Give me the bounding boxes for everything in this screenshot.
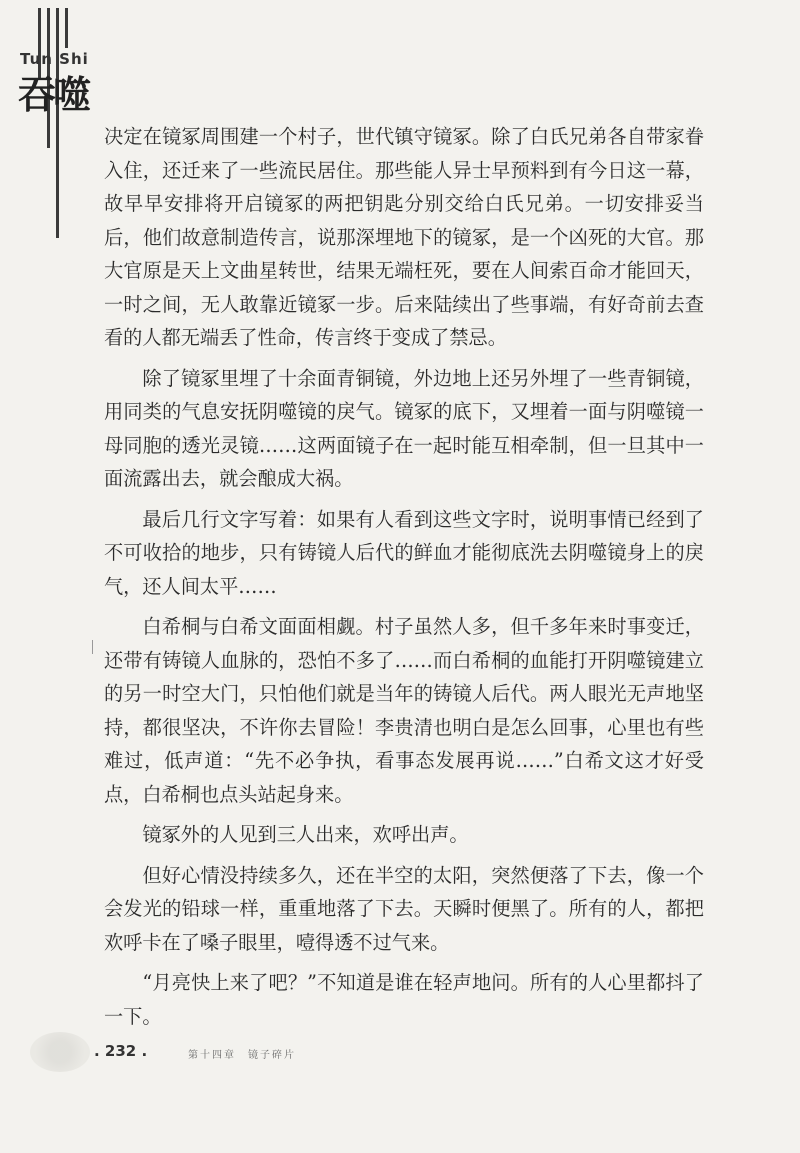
page-number: . 232 . (94, 1042, 148, 1060)
paragraph: 最后几行文字写着：如果有人看到这些文字时，说明事情已经到了不可收拾的地步，只有铸镜人后代的鲜血才能彻底洗去阴噬镜身上的戾气，还人间太平…… (104, 507, 704, 598)
logo-latin-text: Tun Shi (20, 50, 89, 68)
chapter-label: 第十四章 镜子碎片 (188, 1050, 296, 1061)
logo-bars-decoration (38, 8, 88, 248)
paragraph: 白希桐与白希文面面相觑。村子虽然人多，但千多年来时事变迁，还带有铸镜人血脉的，恐怕不多了……而白希桐的血能打开阴噬镜建立的另一时空大门，只怕他们就是当年的铸镜人后代。两人眼光无声地坚持，都很坚决，不许你去冒险！李贵清也明白是怎么回事，心里也有些难过，低声道：“先不必争执，看事态发展再说……”白希文这才好受点，白希桐也点头站起身来。 (104, 615, 704, 806)
paragraph: 除了镜冢里埋了十余面青铜镜，外边地上还另外埋了一些青铜镜，用同类的气息安抚阴噬镜的戾气。镜冢的底下，又埋着一面与阴噬镜一母同胞的透光灵镜……这两面镜子在一起时能互相牵制，但一旦其中一面流露出去，就会酿成大祸。 (104, 366, 704, 490)
seal-watermark-icon (30, 1032, 90, 1072)
paragraph: “月亮快上来了吧？”不知道是谁在轻声地问。所有的人心里都抖了一下。 (104, 971, 704, 1028)
scan-mark (92, 640, 93, 654)
paragraph: 但好心情没持续多久，还在半空的太阳，突然便落了下去，像一个会发光的铅球一样，重重地落了下去。天瞬时便黑了。所有的人，都把欢呼卡在了嗓子眼里，噎得透不过气来。 (104, 863, 704, 954)
paragraph: 镜冢外的人见到三人出来，欢呼出声。 (142, 823, 469, 846)
body-text (104, 120, 704, 1040)
page-footer (30, 1032, 530, 1072)
book-logo (8, 8, 118, 148)
logo-hanzi-text: 吞噬 (18, 73, 89, 117)
paragraph: 决定在镜冢周围建一个村子，世代镇守镜冢。除了白氏兄弟各自带家眷入住，还迁来了一些流民居住。那些能人异士早预料到有今日这一幕，故早早安排将开启镜冢的两把钥匙分别交给白氏兄弟。一切安排妥当后，他们故意制造传言，说那深埋地下的镜冢，是一个凶死的大官。那大官原是天上文曲星转世，结果无端枉死，要在人间索百命才能回天，一时之间，无人敢靠近镜冢一步。后来陆续出了些事端，有好奇前去查看的人都无端丢了性命，传言终于变成了禁忌。 (104, 125, 704, 349)
